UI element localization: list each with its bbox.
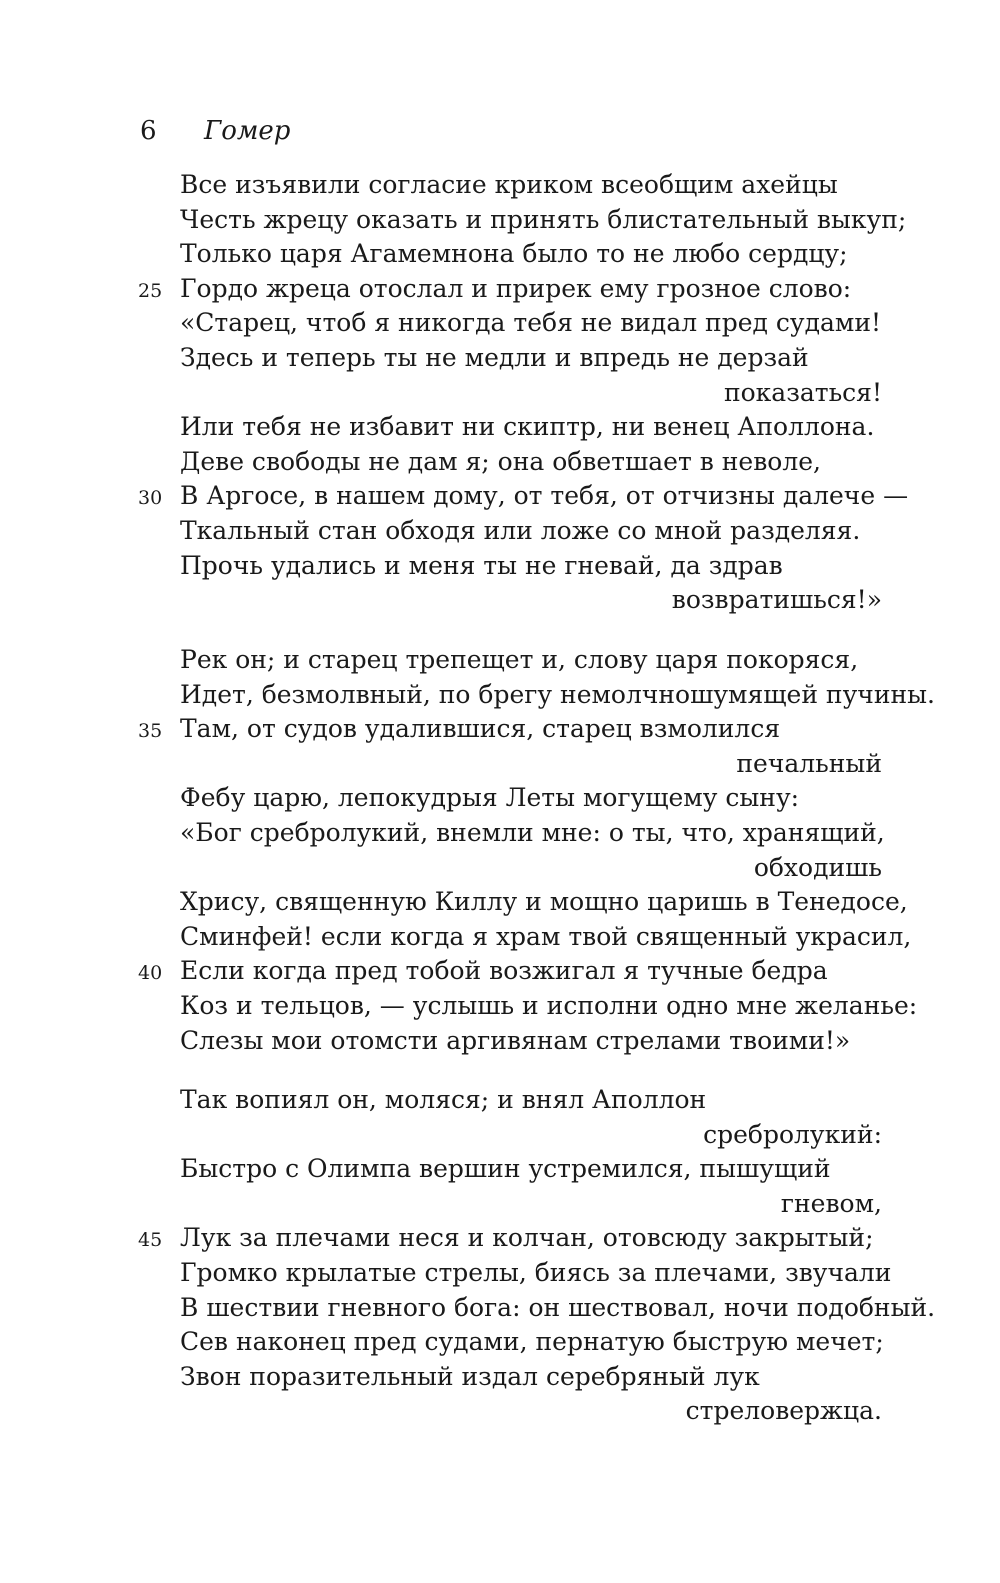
verse-line [0,514,1000,549]
verse-line [0,168,1000,203]
verse-text: Здесь и теперь ты не медли и впредь не дерзай [180,342,809,372]
verse-text: Если когда пред тобой возжигал я тучные бедра [180,956,828,986]
verse-line [0,712,1000,747]
line-number: 35 [138,720,163,743]
verse-text: печальный [736,748,882,778]
verse-line [0,1256,1000,1291]
verse-line [0,272,1000,307]
verse-text: Ткальный стан обходя или ложе со мной разделяя. [180,515,861,545]
verse-text: возвратишься!» [671,585,882,615]
verse-line [0,920,1000,955]
verse-line [0,1291,1000,1326]
verse-text: «Бог сребролукий, внемли мне: о ты, что, хранящий, [180,817,885,847]
verse-line [0,1360,1000,1395]
verse-text: Лук за плечами неся и колчан, отовсюду закрытый; [180,1223,874,1253]
verse-line [0,643,1000,678]
verse-line [0,885,1000,920]
verse-text: Коз и тельцов, — услышь и исполни одно мне желанье: [180,990,918,1020]
verse-text: обходишь [753,852,882,882]
verse-line [0,678,1000,713]
verse-line [0,237,1000,272]
verse-text: Рек он; и старец трепещет и, слову царя покоряся, [180,645,859,674]
verse-text: Гордо жреца отослал и прирек ему грозное слово: [180,273,852,303]
verse-line [0,549,1000,584]
verse-text: Или тебя не избавит ни скиптр, ни венец Аполлона. [180,412,875,442]
verse-line-continuation [0,583,1000,618]
verse-line [0,1221,1000,1256]
verse-text: Только царя Агамемнона было то не любо сердцу; [180,239,848,269]
verse-text: В Аргосе, в нашем дому, от тебя, от отчизны далече — [180,481,909,511]
verse-line [0,1325,1000,1360]
running-title-author: Гомер [204,116,291,146]
verse-text: Громко крылатые стрелы, биясь за плечами, звучали [180,1257,892,1287]
verse-line-continuation [0,1118,1000,1153]
verse-text: стреловержца. [685,1396,882,1426]
verse-text: Деве свободы не дам я; она обветшает в неволе, [180,446,821,476]
verse-text: Честь жрецу оказать и принять блистательный выкуп; [180,204,907,234]
verse-line-continuation [0,1394,1000,1429]
verse-text: Идет, безмолвный, по брегу немолчношумящей пучины. [180,679,935,709]
verse-line [0,989,1000,1024]
verse-line-continuation [0,851,1000,886]
verse-text: Там, от судов удалившися, старец взмолился [180,714,781,744]
verse-line [0,479,1000,514]
verse-text: Слезы мои отомсти аргивянам стрелами твоими!» [180,1025,851,1055]
verse-text: Фебу царю, лепокудрыя Леты могущему сыну: [180,783,800,813]
verse-text: Хрису, священную Киллу и мощно царишь в Тенедосе, [180,887,908,917]
line-number: 25 [138,279,163,302]
verse-line-continuation [0,1187,1000,1222]
verse-text: гневом, [780,1188,882,1218]
verse-line-continuation [0,747,1000,782]
page-number: 6 [140,116,157,146]
stanza [0,1083,1000,1429]
verse-line [0,306,1000,341]
verse-text: Все изъявили согласие криком всеобщим ахейцы [180,170,838,199]
line-number: 30 [138,487,163,510]
verse-line [0,410,1000,445]
verse-text: Звон поразительный издал серебряный лук [180,1361,760,1391]
line-number: 45 [138,1229,163,1252]
stanza [0,168,1000,618]
verse-line [0,781,1000,816]
verse-line [0,203,1000,238]
verse-text: В шествии гневного бога: он шествовал, ночи подобный. [180,1292,936,1322]
verse-line [0,816,1000,851]
verse-text: показаться! [723,377,882,407]
verse-text: «Старец, чтоб я никогда тебя не видал пред судами! [180,308,882,338]
verse-text: Прочь удались и меня ты не гневай, да здрав [180,550,783,580]
verse-line [0,1152,1000,1187]
verse-text: Сев наконец пред судами, пернатую быструю мечет; [180,1327,884,1357]
verse-line [0,1083,1000,1118]
verse-line [0,445,1000,480]
stanza [0,643,1000,1058]
verse-line [0,1024,1000,1059]
verse-text: Быстро с Олимпа вершин устремился, пышущий [180,1154,831,1184]
verse-text: Сминфей! если когда я храм твой священный украсил, [180,921,912,951]
verse-text: Так вопиял он, моляся; и внял Аполлон [180,1085,707,1114]
verse-line [0,341,1000,376]
verse-line [0,954,1000,989]
verse-line-continuation [0,376,1000,411]
verse-text: сребролукий: [703,1119,882,1149]
line-number: 40 [138,962,163,985]
